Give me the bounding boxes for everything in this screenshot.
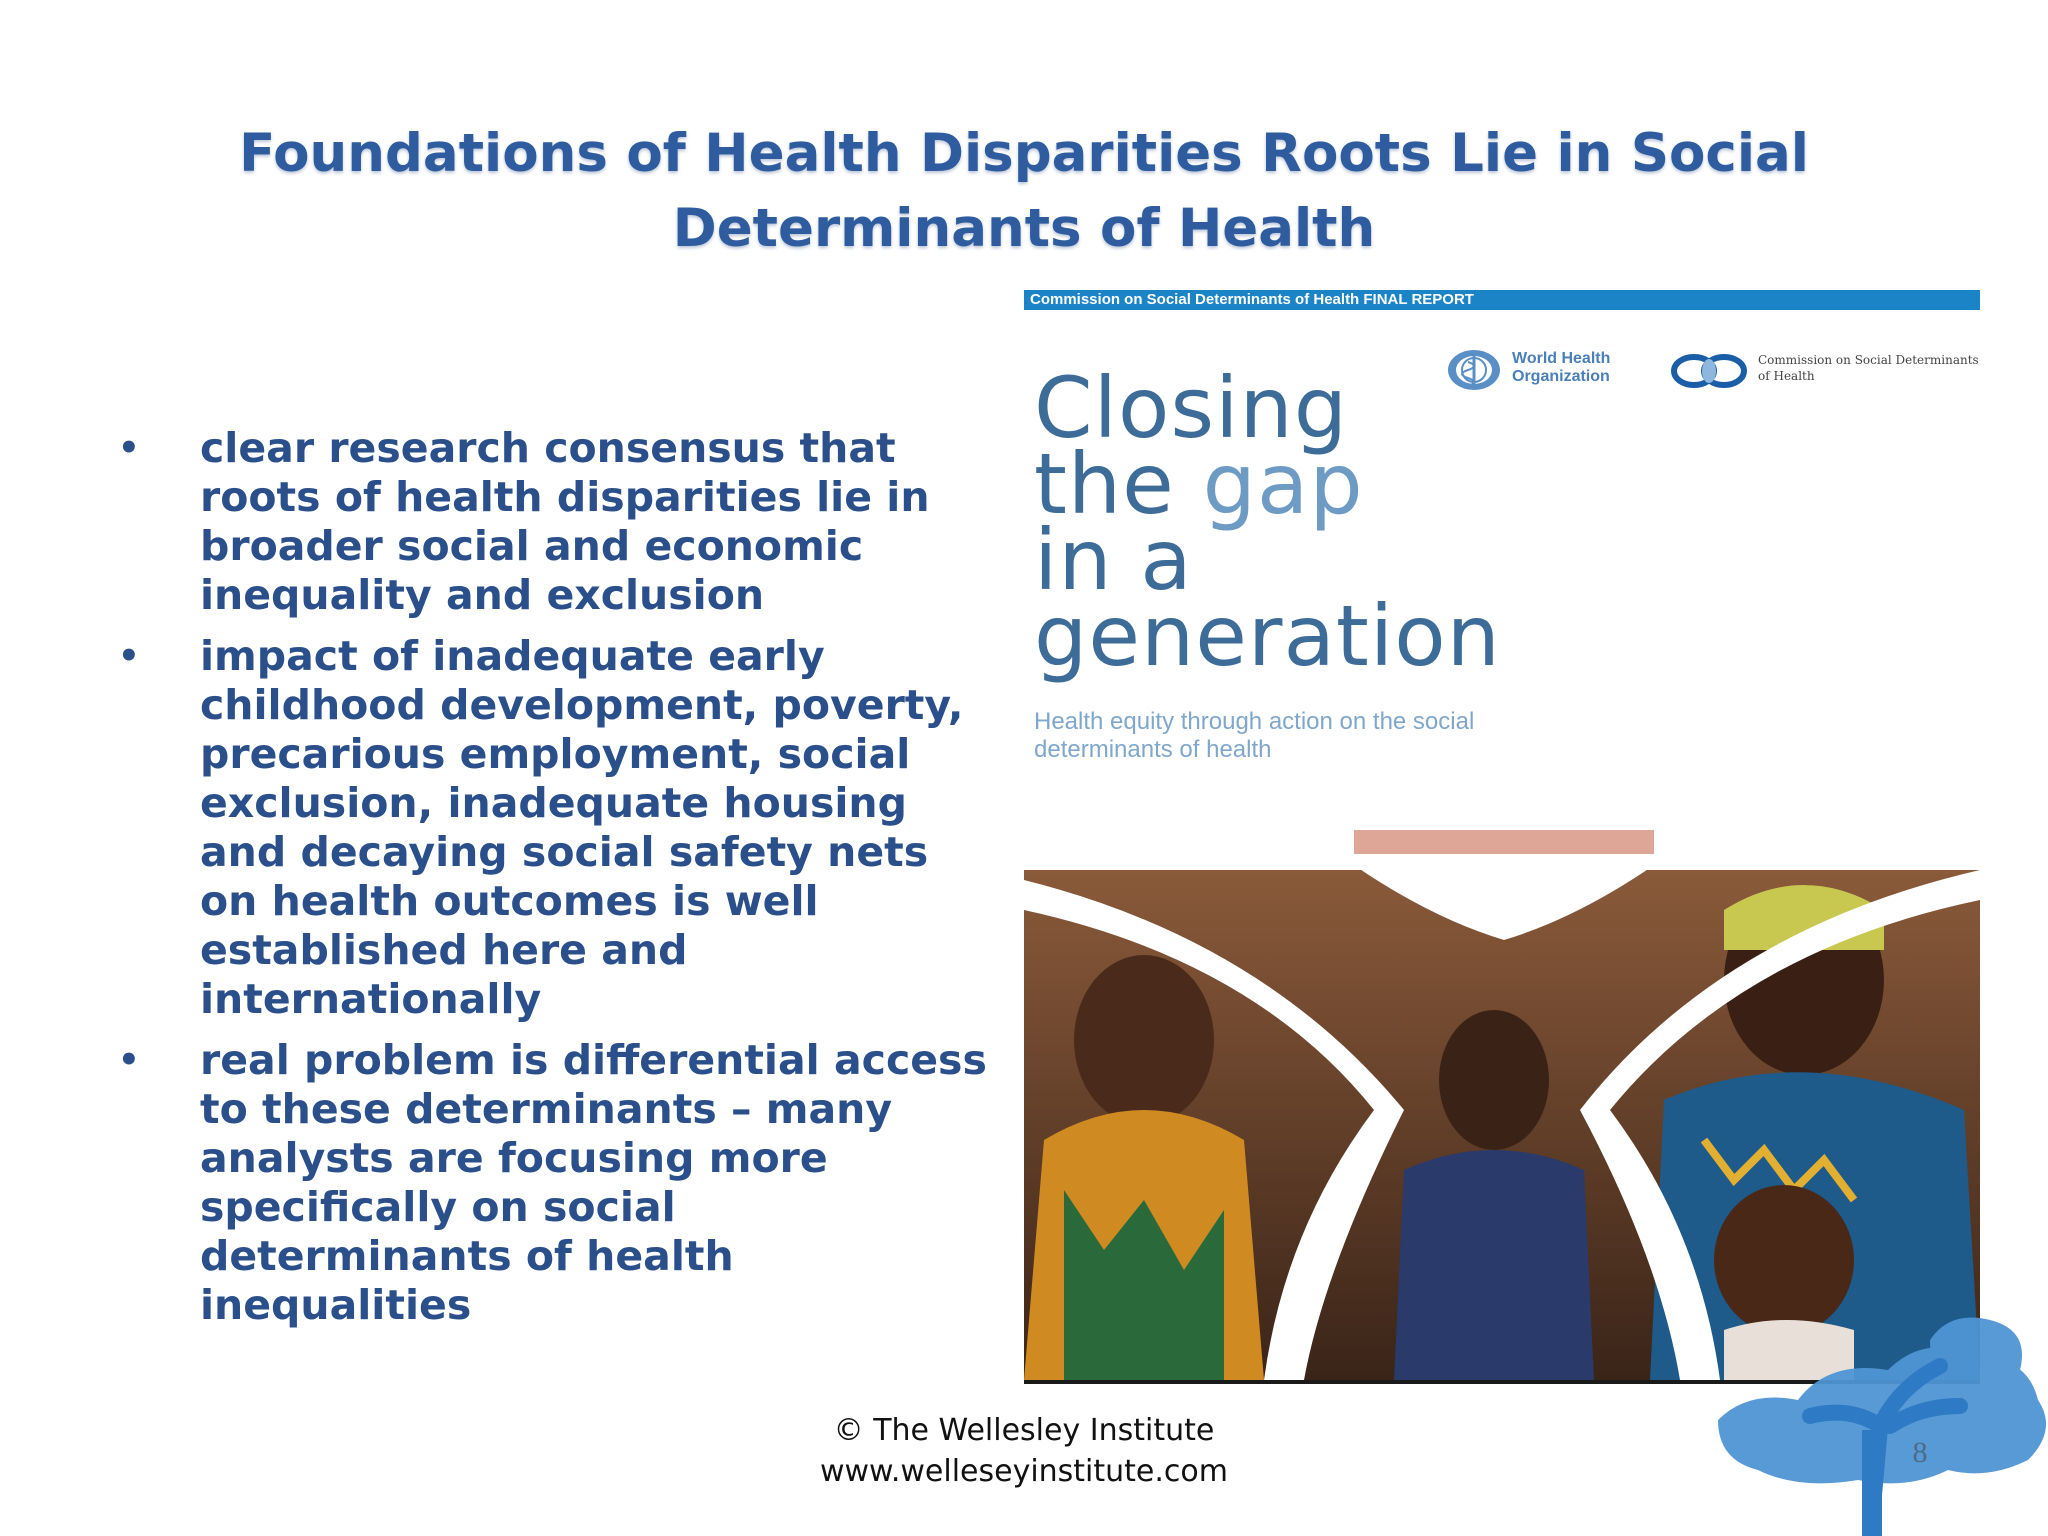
cover-band: Commission on Social Determinants of Health FINAL REPORT [1024,290,1980,310]
cover-subtitle: Health equity through action on the social determinants of health [1034,708,1475,763]
page-number: 8 [1912,1436,1928,1469]
footer-copyright: © The Wellesley Institute [833,1413,1215,1448]
bullet-item [118,1036,998,1330]
cover-title-line: generation [1034,587,1501,685]
bullet-icon: • [118,636,140,676]
report-cover-image [1024,290,1980,1384]
cover-title-line: the gap [1034,435,1364,533]
cover-title-line: Closing [1034,359,1349,457]
bullet-item [118,632,998,1024]
footer [724,1410,1324,1492]
bullet-icon: • [118,1040,140,1080]
bullet-list [118,424,998,1342]
footer-url: www.welleseyinstitute.com [819,1454,1229,1489]
bullet-icon: • [118,428,140,468]
tree-logo-icon [1700,1280,2048,1536]
who-label: World Health Organization [1512,350,1611,385]
csdh-logo-icon [1670,354,1748,388]
cover-title-line: in a [1034,511,1193,609]
csdh-label: Commission on Social Determinants of Health [1758,353,1979,383]
bullet-text: real problem is differential access to these determinants – many analysts are focusing more specifically on social determinants of health inequalities [200,1036,987,1329]
bullet-item [118,424,998,620]
bullet-text: impact of inadequate early childhood development, poverty, precarious employment, social exclusion, inadequate housing and decaying social safety nets on health outcomes is well established here and internationally [200,632,964,1023]
slide-title: Foundations of Health Disparities Roots Lie in Social Determinants of Health [239,122,1809,259]
bullet-text: clear research consensus that roots of health disparities lie in broader social and economic inequality and exclusion [200,424,930,619]
